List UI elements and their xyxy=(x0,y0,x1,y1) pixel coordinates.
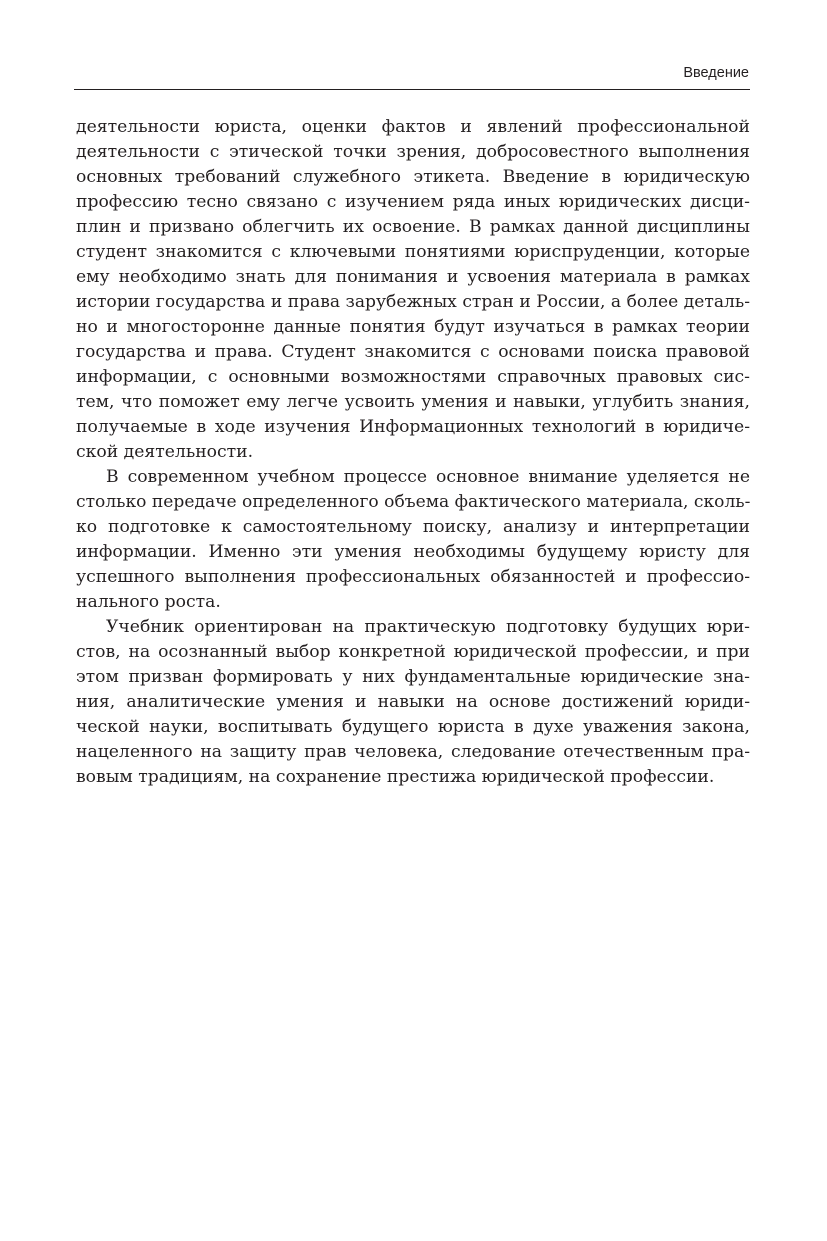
text-line: ко подготовке к самостоятельному поиску, анализу и интерпретации xyxy=(76,517,750,537)
text-line: профессию тесно связано с изучением ряда иных юридических дисци- xyxy=(76,192,750,212)
paragraph-1 xyxy=(76,115,750,465)
text-line: ему необходимо знать для понимания и усвоения материала в рамках xyxy=(76,267,750,287)
text-line: тем, что поможет ему легче усвоить умения и навыки, углубить знания, xyxy=(76,392,750,412)
text-line: деятельности юриста, оценки фактов и явлений профессиональной xyxy=(76,117,750,137)
text-line: ской деятельности. xyxy=(76,442,254,462)
text-line: успешного выполнения профессиональных обязанностей и профессио- xyxy=(76,567,750,587)
text-line: информации. Именно эти умения необходимы будущему юристу для xyxy=(76,542,750,562)
paragraph-3 xyxy=(76,615,750,790)
text-line: нального роста. xyxy=(76,592,221,612)
text-line: государства и права. Студент знакомится с основами поиска правовой xyxy=(76,342,750,362)
text-line: Учебник ориентирован на практическую подготовку будущих юри- xyxy=(106,617,750,637)
text-line: этом призван формировать у них фундаментальные юридические зна- xyxy=(76,667,750,687)
text-line: студент знакомится с ключевыми понятиями юриспруденции, которые xyxy=(76,242,750,262)
text-line: ния, аналитические умения и навыки на основе достижений юриди- xyxy=(76,692,750,712)
body-text xyxy=(76,115,750,790)
paragraph-2 xyxy=(76,465,750,615)
text-line: В современном учебном процессе основное внимание уделяется не xyxy=(106,467,750,487)
running-header xyxy=(74,64,750,90)
text-line: информации, с основными возможностями справочных правовых сис- xyxy=(76,367,750,387)
text-line: нацеленного на защиту прав человека, следование отечественным пра- xyxy=(76,742,750,762)
text-line: ческой науки, воспитывать будущего юриста в духе уважения закона, xyxy=(76,717,750,737)
text-line: деятельности с этической точки зрения, добросовестного выполнения xyxy=(76,142,750,162)
running-header-title: Введение xyxy=(683,65,749,81)
text-line: основных требований служебного этикета. Введение в юридическую xyxy=(76,167,750,187)
text-line: плин и призвано облегчить их освоение. В рамках данной дисциплины xyxy=(76,217,750,237)
text-line: стов, на осознанный выбор конкретной юридической профессии, и при xyxy=(76,642,750,662)
text-line: истории государства и права зарубежных стран и России, а более деталь- xyxy=(76,292,750,312)
text-line: но и многосторонне данные понятия будут изучаться в рамках теории xyxy=(76,317,750,337)
text-line: столько передаче определенного объема фактического материала, сколь- xyxy=(76,492,751,512)
text-line: вовым традициям, на сохранение престижа юридической профессии. xyxy=(76,767,715,787)
text-line: получаемые в ходе изучения Информационных технологий в юридиче- xyxy=(76,417,750,437)
